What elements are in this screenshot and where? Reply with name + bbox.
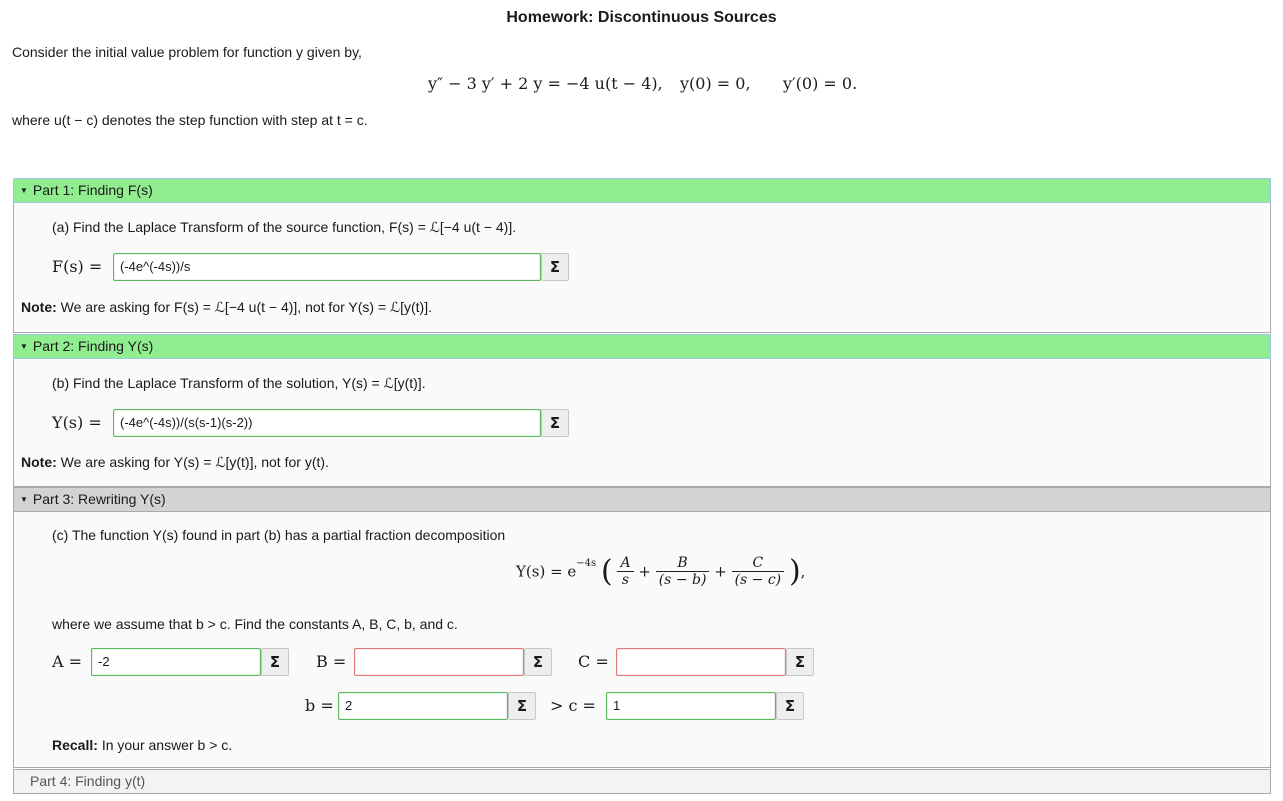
part1-header[interactable]	[13, 178, 1271, 203]
formula-exponent: −4s	[576, 558, 597, 569]
part2-note-text: We are asking for Y(s) = ℒ[y(t)], not for y(t).	[60, 454, 329, 470]
part3-title: Part 3: Rewriting Y(s)	[32, 491, 166, 507]
part2-title: Part 2: Finding Y(s)	[32, 338, 154, 354]
part3-body	[13, 512, 1271, 768]
assume-text: where we assume that b > c. Find the constants A, B, C, b, and c.	[52, 616, 458, 632]
part1-note-label: Note:	[21, 299, 57, 315]
small-b-input[interactable]: 2	[338, 692, 508, 720]
fraction-b-num: B	[656, 555, 710, 572]
recall-note	[52, 737, 232, 753]
part2-header[interactable]	[13, 334, 1271, 359]
partial-fraction-formula	[516, 554, 805, 604]
ode-equation: y″ − 3 y′ + 2 y = −4 u(t − 4),	[428, 74, 663, 93]
part2-body	[13, 359, 1271, 487]
c-label: C =	[578, 652, 609, 671]
ivp-equation	[0, 74, 1283, 100]
collapse-triangle-icon: ▼	[20, 185, 28, 195]
a-sigma-icon[interactable]: Σ	[261, 648, 289, 676]
part1-body	[13, 203, 1271, 333]
page-title: Homework: Discontinuous Sources	[506, 9, 777, 26]
fraction-b-den: (s − b)	[658, 572, 707, 588]
recall-label: Recall:	[52, 737, 98, 753]
b-label: B =	[316, 652, 347, 671]
part3-question: (c) The function Y(s) found in part (b) has a partial fraction decomposition	[52, 527, 506, 543]
part2-note	[21, 454, 329, 471]
part2-note-label: Note:	[21, 454, 57, 470]
f-sigma-icon[interactable]: Σ	[541, 253, 569, 281]
fraction-c-den: (s − c)	[734, 572, 782, 588]
intro-text: Consider the initial value problem for function y given by,	[12, 44, 362, 60]
small-c-input[interactable]: 1	[606, 692, 776, 720]
fraction-c	[732, 555, 785, 588]
part2-question: (b) Find the Laplace Transform of the solution, Y(s) = ℒ[y(t)].	[52, 375, 426, 391]
part3-header[interactable]	[13, 487, 1271, 512]
part1-question: (a) Find the Laplace Transform of the source function, F(s) = ℒ[−4 u(t − 4)].	[52, 219, 517, 235]
collapse-triangle-icon: ▼	[20, 494, 28, 504]
a-input[interactable]: -2	[91, 648, 261, 676]
plus-1: +	[638, 562, 651, 581]
fraction-a-num: A	[617, 555, 633, 572]
fraction-a	[617, 555, 633, 588]
small-b-label: b =	[305, 696, 334, 715]
y-sigma-icon[interactable]: Σ	[541, 409, 569, 437]
formula-lhs: Y(s) = e	[516, 562, 577, 581]
greater-than-c-label: > c =	[550, 696, 596, 715]
step-function-text: where u(t − c) denotes the step function with step at t = c.	[12, 112, 368, 128]
f-answer-label: F(s) =	[52, 257, 103, 276]
c-input[interactable]	[616, 648, 786, 676]
left-paren: (	[600, 554, 613, 589]
collapse-triangle-icon: ▼	[20, 341, 28, 351]
initial-condition-1: y(0) = 0,	[680, 74, 751, 93]
part1-note	[21, 299, 432, 316]
fraction-c-num: C	[732, 555, 785, 572]
c-sigma-icon[interactable]: Σ	[786, 648, 814, 676]
b-sigma-icon[interactable]: Σ	[524, 648, 552, 676]
part1-note-text: We are asking for F(s) = ℒ[−4 u(t − 4)], not for Y(s) = ℒ[y(t)].	[60, 299, 432, 315]
small-c-sigma-icon[interactable]: Σ	[776, 692, 804, 720]
y-answer-input[interactable]: (-4e^(-4s))/(s(s-1)(s-2))	[113, 409, 541, 437]
fraction-a-den: s	[621, 572, 630, 588]
fraction-b	[656, 555, 710, 588]
recall-text: In your answer b > c.	[101, 737, 233, 753]
part4-header[interactable]	[13, 769, 1271, 794]
initial-condition-2: y′(0) = 0.	[783, 74, 858, 93]
part4-title: Part 4: Finding y(t)	[30, 773, 146, 789]
f-answer-input[interactable]: (-4e^(-4s))/s	[113, 253, 541, 281]
a-label: A =	[52, 652, 83, 671]
formula-tail: ,	[800, 562, 806, 581]
plus-2: +	[714, 562, 727, 581]
y-answer-label: Y(s) =	[52, 413, 102, 432]
b-input[interactable]	[354, 648, 524, 676]
right-paren: )	[788, 554, 801, 589]
small-b-sigma-icon[interactable]: Σ	[508, 692, 536, 720]
part1-title: Part 1: Finding F(s)	[32, 182, 153, 198]
